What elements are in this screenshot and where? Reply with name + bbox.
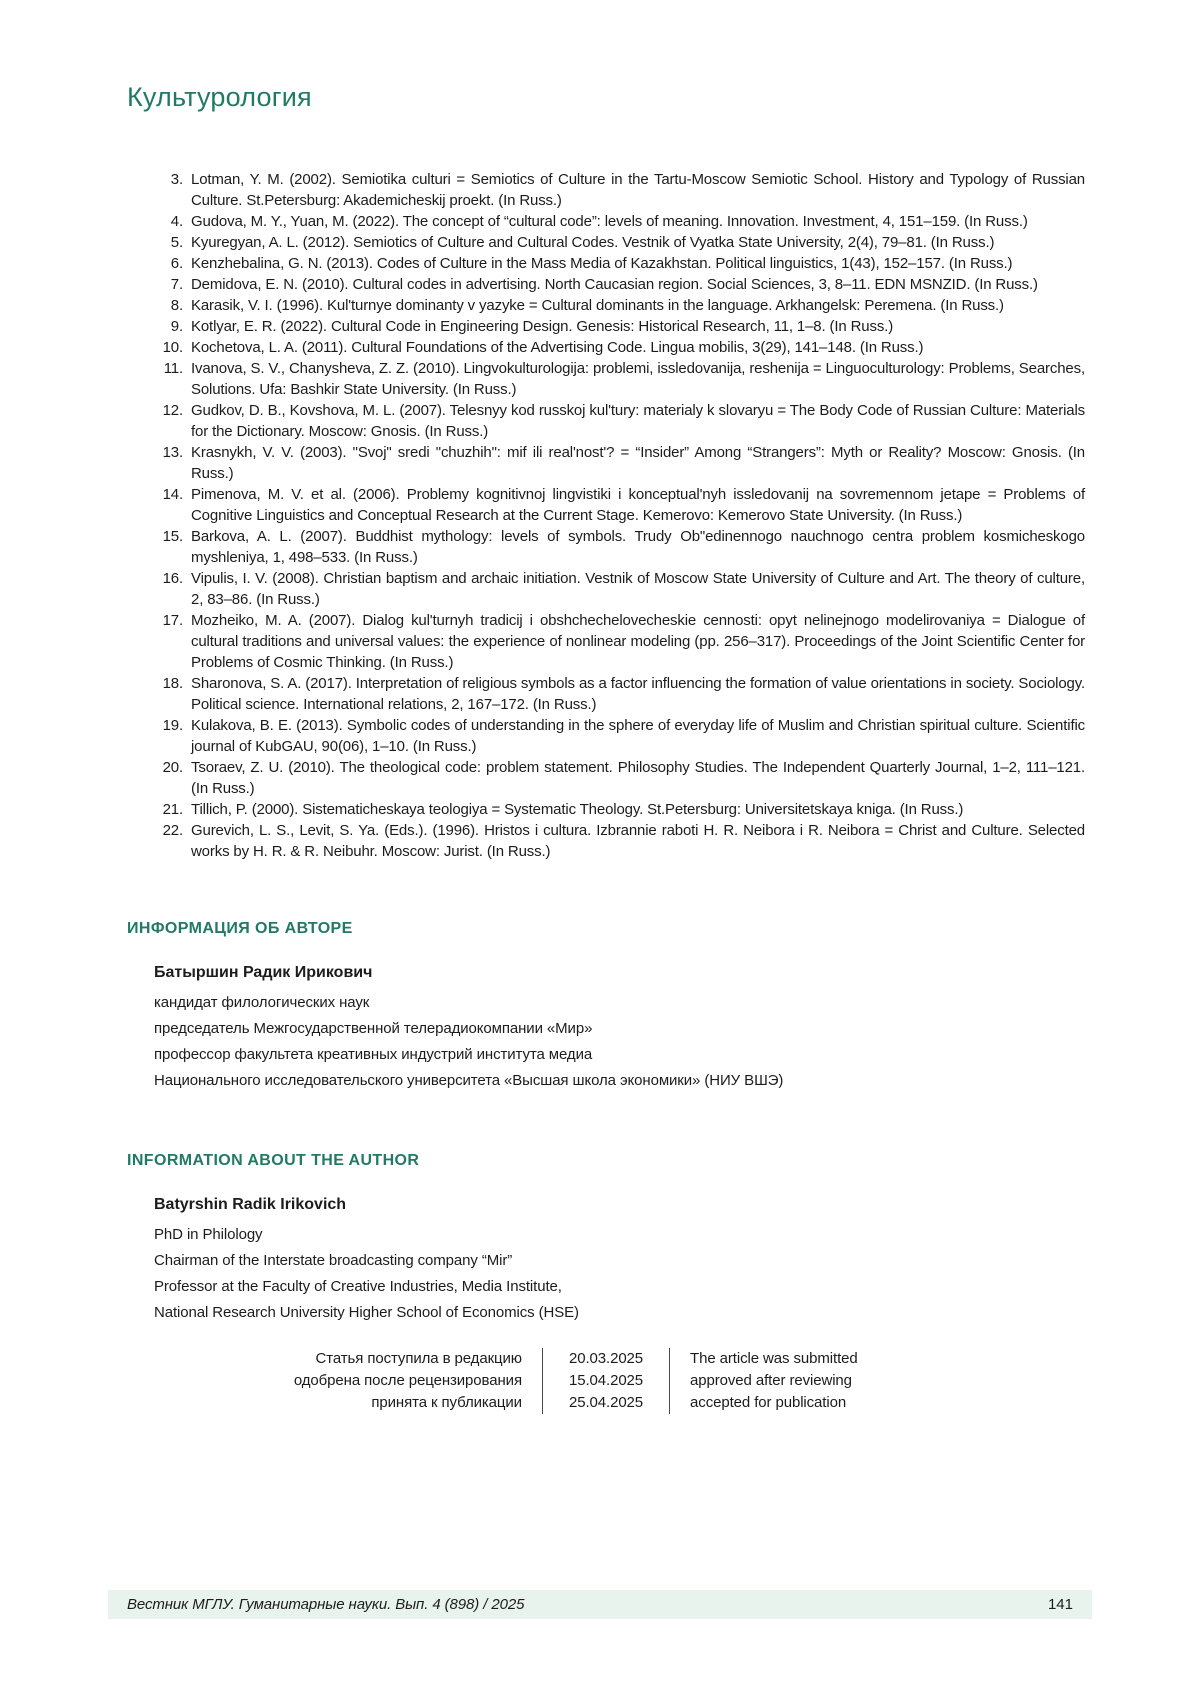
- reference-item: [127, 400, 1085, 442]
- ref-text: Barkova, A. L. (2007). Buddhist mythology: levels of symbols. Trudy Ob"edinennogo nauchnogo centra problem kosmicheskogo myshleniya, 1, 498–533. (In Russ.): [191, 528, 1085, 566]
- ref-number: 4.: [170, 213, 183, 230]
- reference-item: [127, 673, 1085, 715]
- author-detail-line: National Research University Higher School of Economics (HSE): [154, 1304, 579, 1321]
- ref-number: 13.: [162, 444, 183, 461]
- ref-number: 19.: [162, 717, 183, 734]
- reference-item: [127, 169, 1085, 211]
- submission-en-label: accepted for publication: [690, 1394, 847, 1411]
- ref-text: Ivanova, S. V., Chanysheva, Z. Z. (2010). Lingvokulturologija: problemi, issledovanija, reshenija = Linguoculturology: Problems, Searches, Solutions. Ufa: Bashkir State University. (In Russ.): [191, 360, 1085, 398]
- submission-ru-label: одобрена после рецензирования: [293, 1372, 522, 1389]
- reference-item: [127, 610, 1085, 673]
- section-heading-author-en: INFORMATION ABOUT THE AUTHOR: [127, 1152, 420, 1169]
- author-details-en: [154, 1222, 1085, 1326]
- author-detail-line: профессор факультета креативных индустрий института медиа: [154, 1046, 593, 1063]
- ref-number: 18.: [162, 675, 183, 692]
- ref-text: Kulakova, B. E. (2013). Symbolic codes of understanding in the sphere of everyday life of Muslim and Christian spiritual culture. Scientific journal of KubGAU, 90(06), 1–10. (In Russ.): [191, 717, 1085, 755]
- submission-en-label: approved after reviewing: [690, 1372, 852, 1389]
- footer-bar: [108, 1590, 1092, 1619]
- ref-number: 8.: [170, 297, 183, 314]
- ref-number: 12.: [162, 402, 183, 419]
- ref-text: Kotlyar, E. R. (2022). Cultural Code in Engineering Design. Genesis: Historical Research, 11, 1–8. (In Russ.): [191, 318, 894, 335]
- ref-text: Kyuregyan, A. L. (2012). Semiotics of Culture and Cultural Codes. Vestnik of Vyatka State University, 2(4), 79–81. (In Russ.): [191, 234, 995, 251]
- ref-number: 17.: [162, 612, 183, 629]
- ref-number: 14.: [162, 486, 183, 503]
- author-detail-line: Professor at the Faculty of Creative Industries, Media Institute,: [154, 1278, 562, 1295]
- ref-text: Vipulis, I. V. (2008). Christian baptism and archaic initiation. Vestnik of Moscow State University of Culture and Art. The theory of culture, 2, 83–86. (In Russ.): [191, 570, 1085, 608]
- reference-item: [127, 757, 1085, 799]
- author-detail-line: Chairman of the Interstate broadcasting company “Mir”: [154, 1252, 513, 1269]
- ref-text: Gurevich, L. S., Levit, S. Ya. (Eds.). (1996). Hristos i cultura. Izbrannie raboti H. R. Neibora i R. Neibora = Christ and Culture. Selected works by H. R. & R. Neibuhr. Moscow: Jurist. (In Russ.): [191, 822, 1085, 860]
- author-block-en: [154, 1196, 1085, 1326]
- reference-item: [127, 211, 1085, 232]
- reference-item: [127, 484, 1085, 526]
- ref-text: Gudkov, D. B., Kovshova, M. L. (2007). Telesnyy kod russkoj kul'tury: materialy k slovaryu = The Body Code of Russian Culture: Materials for the Dictionary. Moscow: Gnosis. (In Russ.): [191, 402, 1085, 440]
- author-detail-line: PhD in Philology: [154, 1226, 263, 1243]
- ref-text: Tillich, P. (2000). Sistematicheskaya teologiya = Systematic Theology. St.Petersburg: Universitetskaya kniga. (In Russ.): [191, 801, 964, 818]
- page-content: [127, 0, 1085, 1414]
- reference-item: [127, 337, 1085, 358]
- section-heading-author-ru: ИНФОРМАЦИЯ ОБ АВТОРЕ: [127, 920, 353, 937]
- ref-number: 6.: [170, 255, 183, 272]
- reference-item: [127, 526, 1085, 568]
- submission-en-label: The article was submitted: [690, 1350, 858, 1367]
- author-name-en: Batyrshin Radik Irikovich: [154, 1196, 347, 1213]
- submission-labels-en: [670, 1348, 1085, 1414]
- submission-labels-ru: [127, 1348, 542, 1414]
- references-list: [127, 169, 1085, 862]
- author-name-ru: Батыршин Радик Ирикович: [154, 964, 373, 981]
- reference-item: [127, 316, 1085, 337]
- ref-text: Mozheiko, M. A. (2007). Dialog kul'turnyh tradicij i obshchechelovecheskie cennosti: opyt nelinejnogo modelirovaniya = Dialogue of cultural traditions and universal values: the experience of nonlinear modeling (pp. 256–317). Proceedings of the Joint Scientific Center for Problems of Cosmic Thinking. (In Russ.): [191, 612, 1085, 671]
- ref-number: 10.: [162, 339, 183, 356]
- reference-item: [127, 358, 1085, 400]
- submission-ru-label: Статья поступила в редакцию: [315, 1350, 522, 1367]
- reference-item: [127, 442, 1085, 484]
- journal-title: Вестник МГЛУ. Гуманитарные науки. Вып. 4 (898) / 2025: [127, 1596, 525, 1613]
- ref-number: 16.: [162, 570, 183, 587]
- ref-number: 21.: [162, 801, 183, 818]
- ref-text: Lotman, Y. M. (2002). Semiotika culturi = Semiotics of Culture in the Tartu-Moscow Semiotic School. History and Typology of Russian Culture. St.Petersburg: Akademicheskij proekt. (In Russ.): [191, 171, 1085, 209]
- ref-number: 22.: [162, 822, 183, 839]
- author-details-ru: [154, 990, 1085, 1094]
- ref-text: Sharonova, S. A. (2017). Interpretation of religious symbols as a factor influencing the formation of value orientations in society. Sociology. Political science. International relations, 2, 167–172. (In Russ.): [191, 675, 1085, 713]
- submission-date: 20.03.2025: [568, 1350, 644, 1367]
- submission-dates: [542, 1348, 670, 1414]
- ref-text: Demidova, E. N. (2010). Cultural codes in advertising. North Caucasian region. Social Sciences, 3, 8–11. EDN MSNZID. (In Russ.): [191, 276, 1038, 293]
- reference-item: [127, 715, 1085, 757]
- ref-text: Kochetova, L. A. (2011). Cultural Foundations of the Advertising Code. Lingua mobilis, 3(29), 141–148. (In Russ.): [191, 339, 924, 356]
- reference-item: [127, 274, 1085, 295]
- ref-number: 5.: [170, 234, 183, 251]
- ref-text: Gudova, M. Y., Yuan, M. (2022). The concept of “cultural code”: levels of meaning. Innovation. Investment, 4, 151–159. (In Russ.): [191, 213, 1028, 230]
- ref-number: 20.: [162, 759, 183, 776]
- reference-item: [127, 295, 1085, 316]
- page-number: 141: [1047, 1596, 1073, 1613]
- submission-date: 15.04.2025: [568, 1372, 644, 1389]
- ref-text: Karasik, V. I. (1996). Kul'turnye dominanty v yazyke = Cultural dominants in the language. Arkhangelsk: Peremena. (In Russ.): [191, 297, 1004, 314]
- reference-item: [127, 820, 1085, 862]
- reference-item: [127, 568, 1085, 610]
- ref-text: Tsoraev, Z. U. (2010). The theological code: problem statement. Philosophy Studies. The Independent Quarterly Journal, 1–2, 111–121. (In Russ.): [191, 759, 1085, 797]
- author-detail-line: Национального исследовательского университета «Высшая школа экономики» (НИУ ВШЭ): [154, 1072, 784, 1089]
- ref-number: 3.: [170, 171, 183, 188]
- page-title: Культурология: [127, 82, 312, 112]
- reference-item: [127, 799, 1085, 820]
- ref-text: Kenzhebalina, G. N. (2013). Codes of Culture in the Mass Media of Kazakhstan. Political linguistics, 1(43), 152–157. (In Russ.): [191, 255, 1013, 272]
- author-detail-line: кандидат филологических наук: [154, 994, 370, 1011]
- ref-number: 7.: [170, 276, 183, 293]
- ref-number: 9.: [170, 318, 183, 335]
- reference-item: [127, 253, 1085, 274]
- author-block-ru: [154, 964, 1085, 1094]
- submission-dates-block: [127, 1348, 1085, 1414]
- ref-number: 15.: [162, 528, 183, 545]
- ref-number: 11.: [163, 360, 183, 377]
- author-detail-line: председатель Межгосударственной телерадиокомпании «Мир»: [154, 1020, 593, 1037]
- submission-date: 25.04.2025: [568, 1394, 644, 1411]
- reference-item: [127, 232, 1085, 253]
- ref-text: Krasnykh, V. V. (2003). "Svoj" sredi "chuzhih": mif ili real'nost'? = “Insider” Among “Strangers”: Myth or Reality? Moscow: Gnosis. (In Russ.): [191, 444, 1085, 482]
- submission-ru-label: принята к публикации: [371, 1394, 522, 1411]
- ref-text: Pimenova, M. V. et al. (2006). Problemy kognitivnoj lingvistiki i konceptual'nyh issledovanij na sovremennom jetape = Problems of Cognitive Linguistics and Conceptual Research at the Current Stage. Kemerovo: Kemerovo State University. (In Russ.): [191, 486, 1085, 524]
